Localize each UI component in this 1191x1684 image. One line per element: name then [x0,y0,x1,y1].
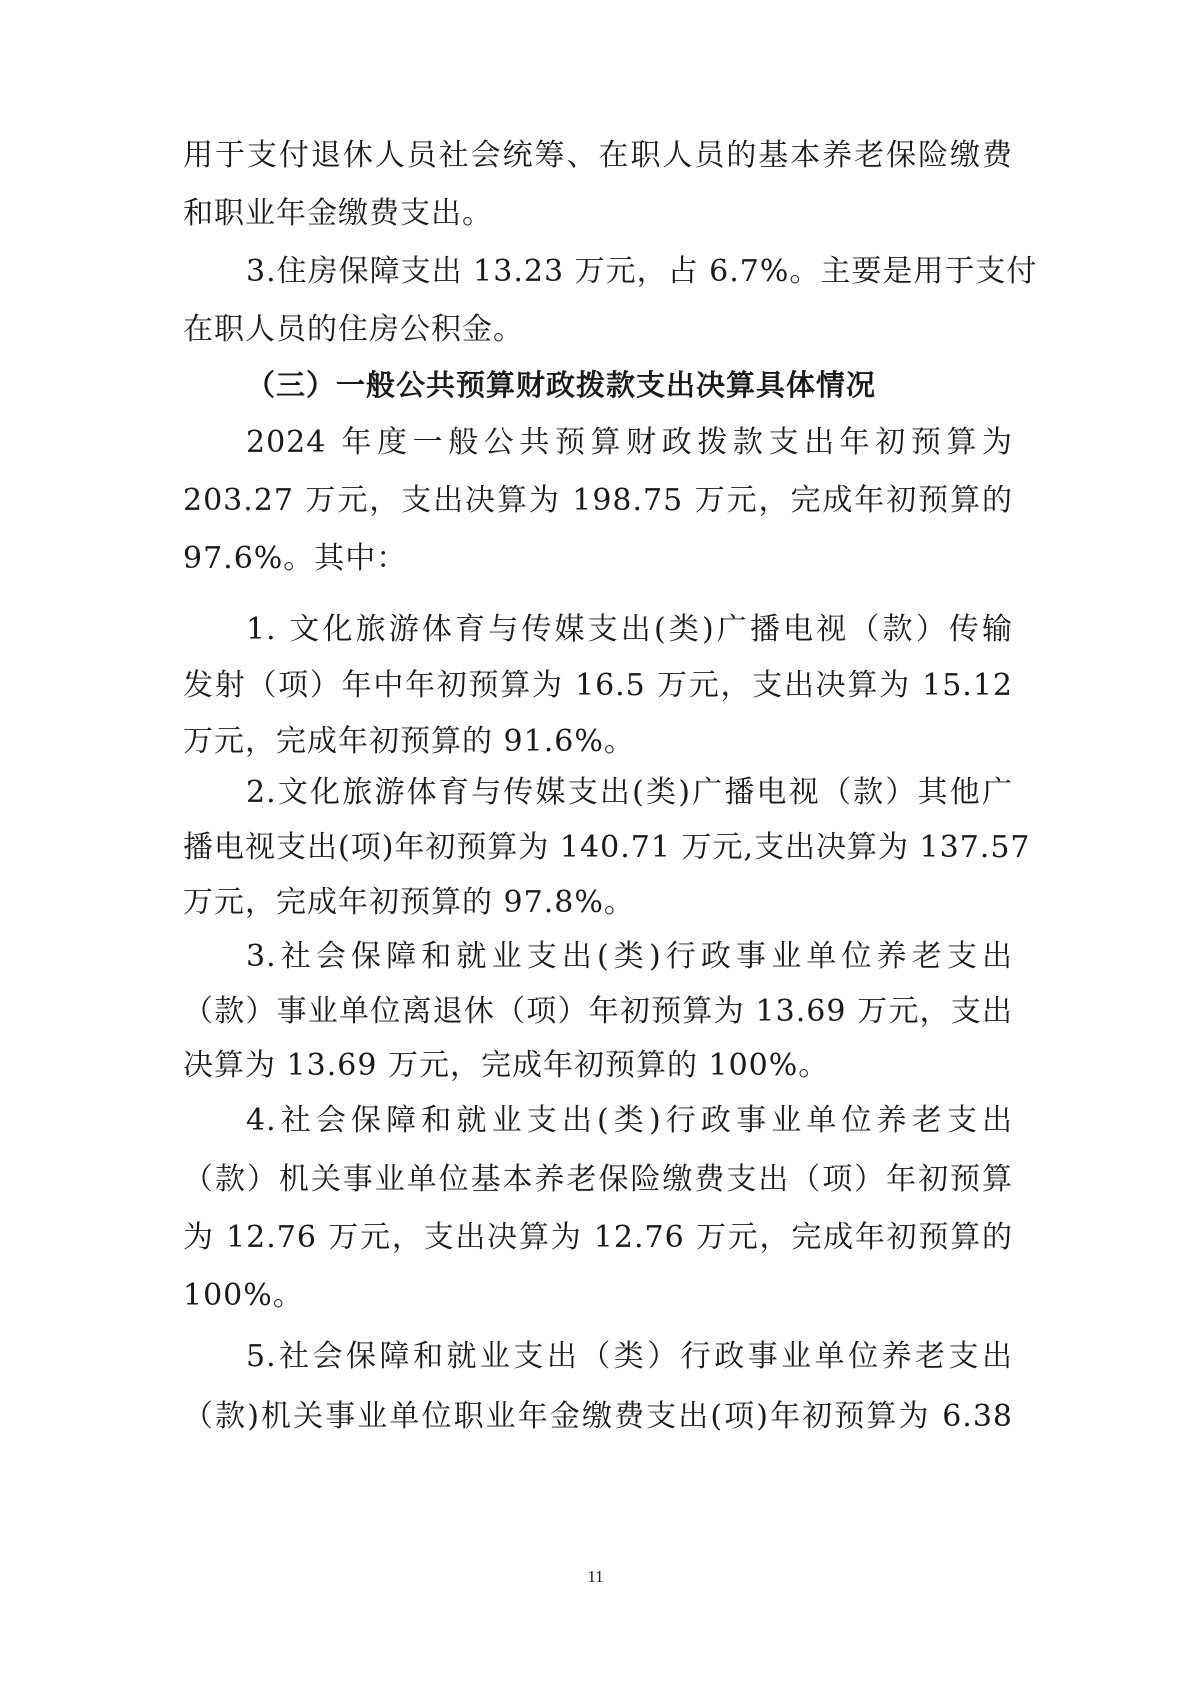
paragraph-line: 为 12.76 万元，支出决算为 12.76 万元，完成年初预算的 [183,1220,1013,1255]
paragraph-line: 和职业年金缴费支出。 [183,196,493,231]
paragraph-line: 用于支付退休人员社会统筹、在职人员的基本养老保险缴费 [183,138,1013,173]
paragraph-line: 万元，完成年初预算的 91.6%。 [183,724,635,759]
paragraph-line: （款)机关事业单位职业年金缴费支出(项)年初预算为 6.38 [183,1399,1013,1434]
paragraph-line: 决算为 13.69 万元，完成年初预算的 100%。 [183,1048,830,1083]
paragraph-line: （款）事业单位离退休（项）年初预算为 13.69 万元，支出 [183,994,1013,1029]
section-heading: （三）一般公共预算财政拨款支出决算具体情况 [246,368,877,402]
paragraph-line: 5.社会保障和就业支出（类）行政事业单位养老支出 [246,1339,1013,1374]
paragraph-line: （款）机关事业单位基本养老保险缴费支出（项）年初预算 [183,1162,1013,1197]
paragraph-line: 100%。 [183,1278,304,1313]
paragraph-line: 2.文化旅游体育与传媒支出(类)广播电视（款）其他广 [246,775,1013,810]
paragraph-line: 发射（项）年中年初预算为 16.5 万元，支出决算为 15.12 [183,668,1013,703]
page-number: 11 [587,1567,604,1586]
paragraph-line: 播电视支出(项)年初预算为 140.71 万元,支出决算为 137.57 [183,830,1031,865]
paragraph-line: 3.住房保障支出 13.23 万元，占 6.7%。主要是用于支付 [246,254,1038,289]
paragraph-line: 1. 文化旅游体育与传媒支出(类)广播电视（款）传输 [246,612,1013,647]
paragraph-line: 在职人员的住房公积金。 [183,312,524,347]
paragraph-line: 97.6%。其中： [183,541,408,576]
paragraph-line: 2024 年度一般公共预算财政拨款支出年初预算为 [246,425,1013,460]
paragraph-line: 203.27 万元，支出决算为 198.75 万元，完成年初预算的 [183,483,1013,518]
paragraph-line: 4.社会保障和就业支出(类)行政事业单位养老支出 [246,1103,1013,1138]
paragraph-line: 万元，完成年初预算的 97.8%。 [183,885,635,920]
paragraph-line: 3.社会保障和就业支出(类)行政事业单位养老支出 [246,939,1013,974]
